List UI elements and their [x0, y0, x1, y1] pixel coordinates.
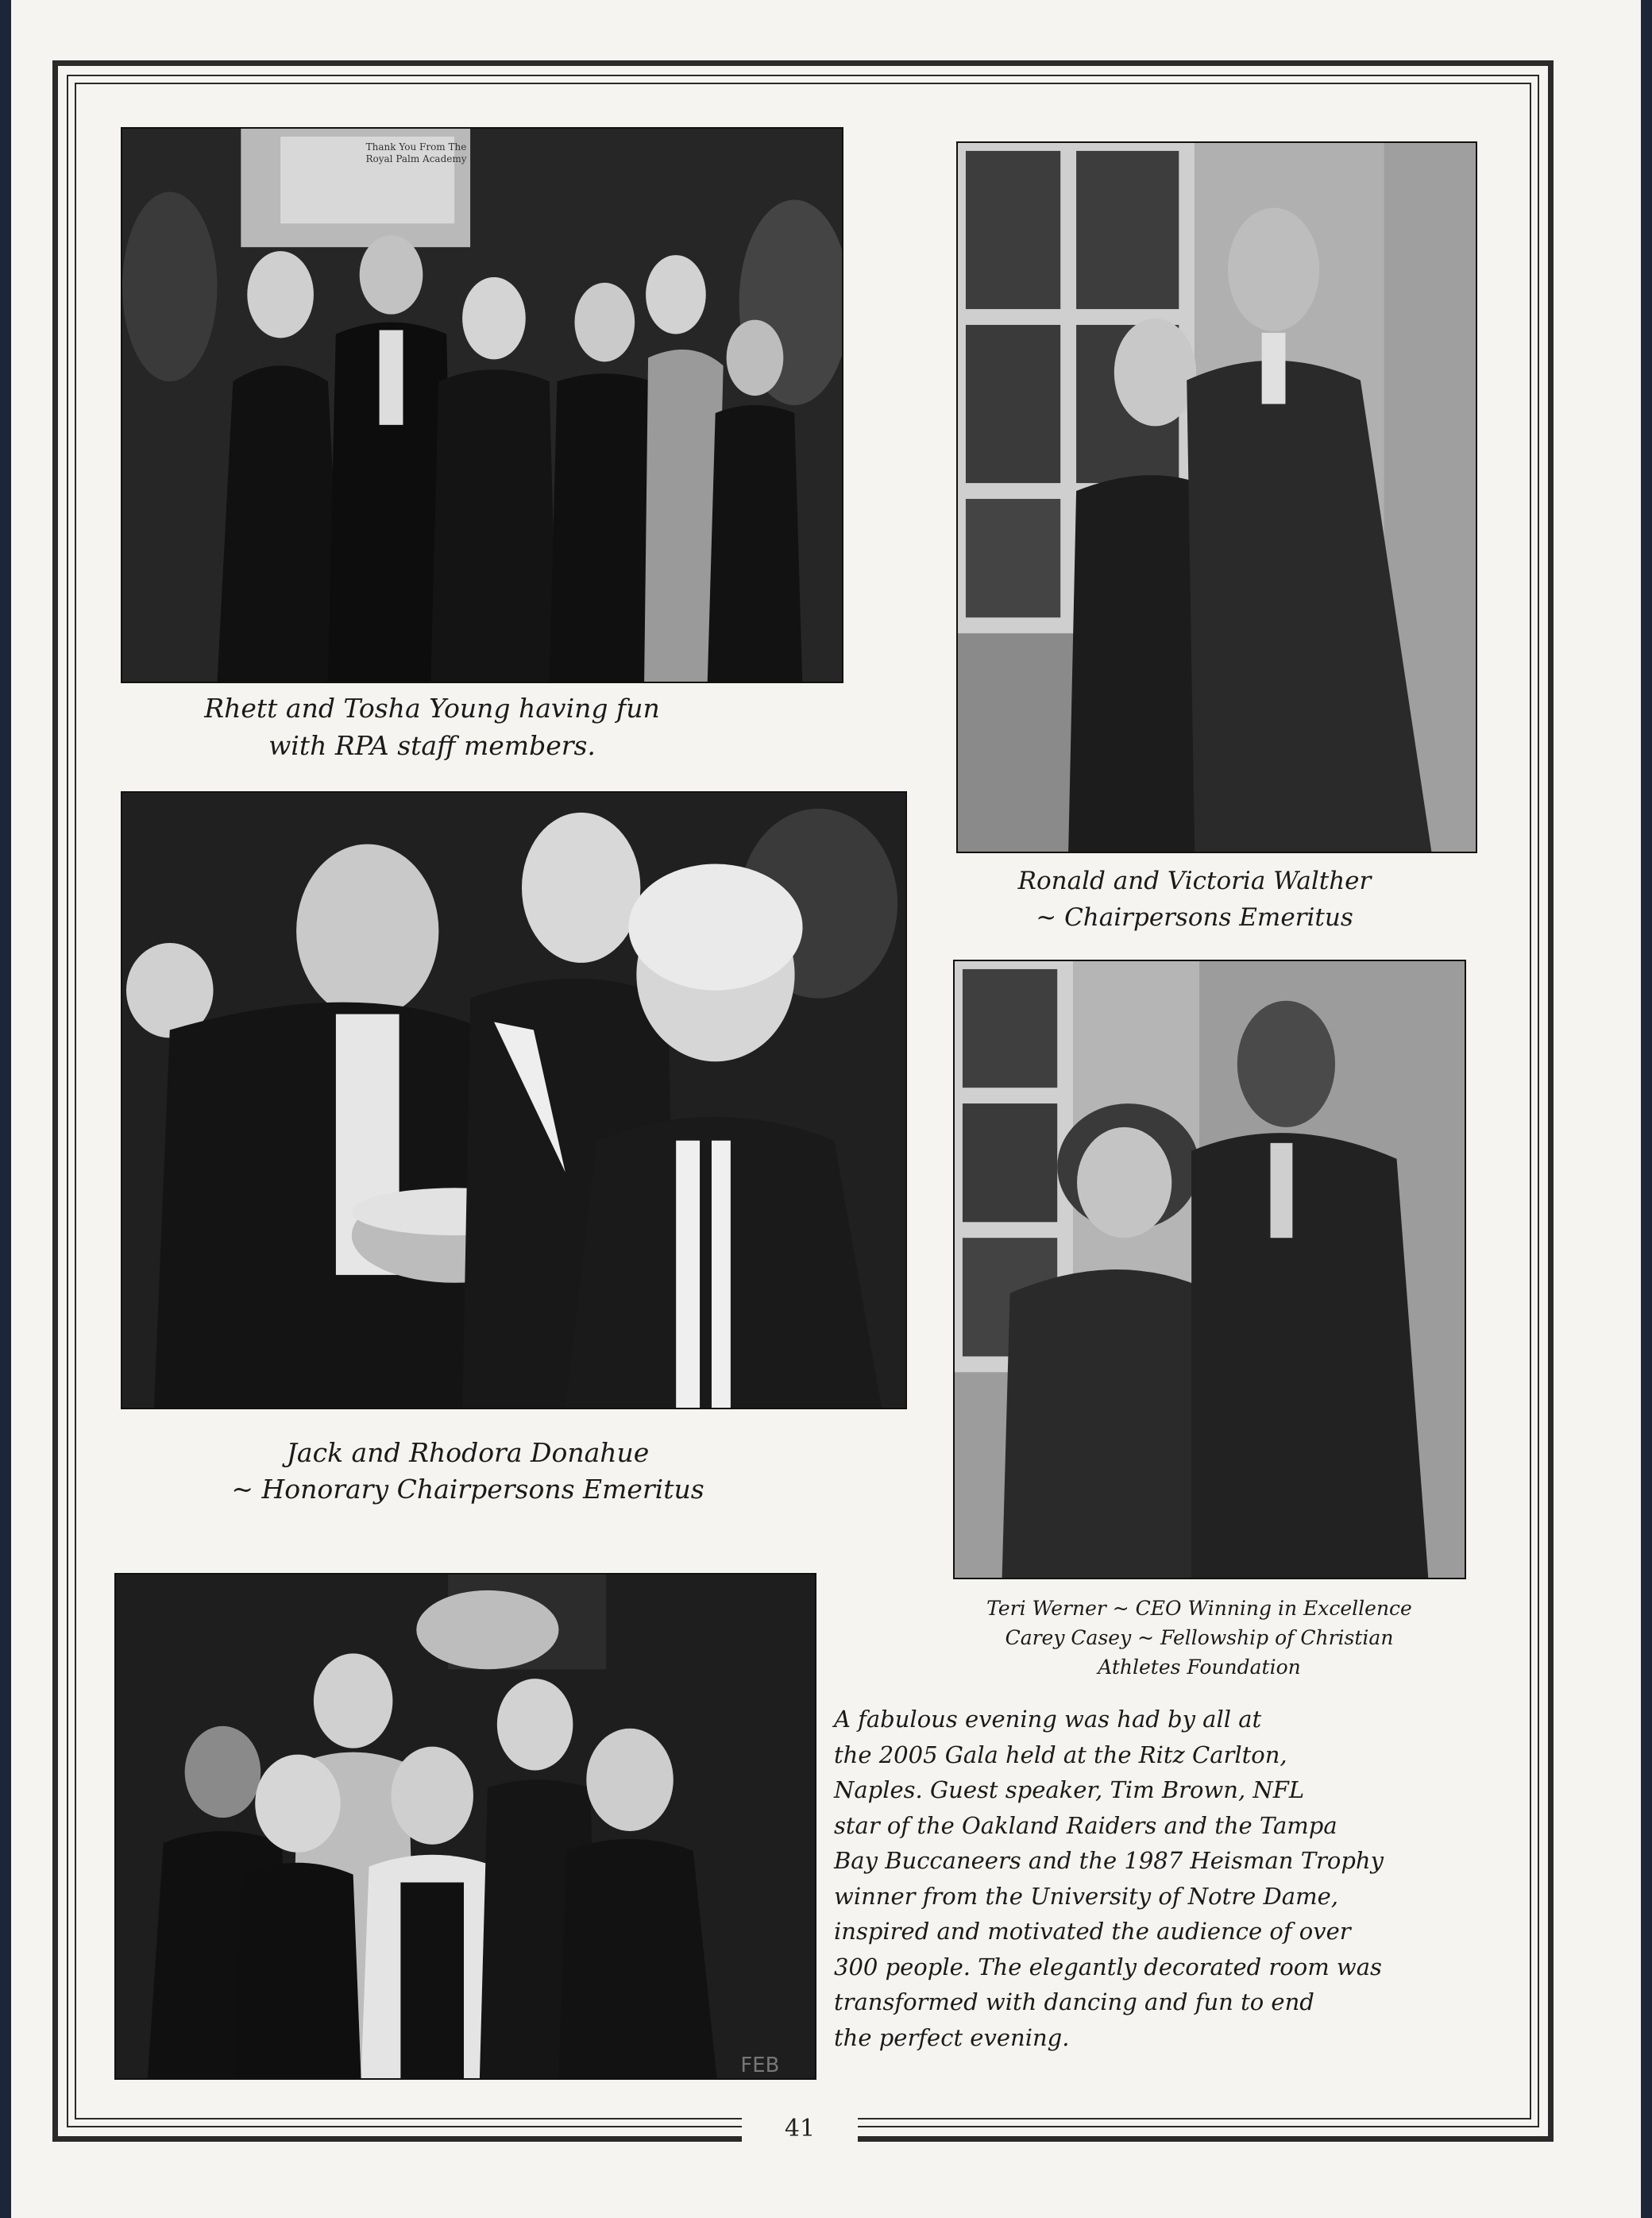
paragraph-line: inspired and motivated the audience of over: [834, 1918, 1351, 1945]
photo-werner-casey: [953, 960, 1466, 1579]
caption-line: Jack and Rhodora Donahue: [286, 1437, 650, 1468]
caption-line: Carey Casey ~ Fellowship of Christian: [1005, 1626, 1394, 1649]
paragraph-line: winner from the University of Notre Dame,: [834, 1882, 1338, 1910]
caption-line: Teri Werner ~ CEO Winning in Excellence: [986, 1597, 1412, 1620]
caption-line: Athletes Foundation: [1098, 1656, 1301, 1679]
photo-stamp: FEB: [740, 2054, 780, 2078]
paragraph-line: star of the Oakland Raiders and the Tampa: [834, 1811, 1337, 1839]
photo-donahue: [121, 791, 907, 1409]
page-number: 41: [742, 2097, 858, 2161]
caption-line: with RPA staff members.: [268, 730, 596, 761]
caption-werner-casey: [937, 1594, 1461, 1682]
caption-line: ~ Chairpersons Emeritus: [1036, 903, 1353, 932]
caption-donahue: [154, 1435, 782, 1508]
photo-rpa-staff: [121, 127, 843, 683]
photo-group-women: [114, 1573, 816, 2080]
caption-line: ~ Honorary Chairpersons Emeritus: [231, 1474, 704, 1505]
paragraph-line: Bay Buccaneers and the 1987 Heisman Trophy: [834, 1847, 1384, 1874]
paragraph-line: the perfect evening.: [834, 2023, 1070, 2051]
yearbook-page: [11, 0, 1641, 2218]
caption-line: Rhett and Tosha Young having fun: [204, 693, 660, 724]
caption-rpa-staff: [130, 690, 734, 764]
thank-you-sign: Thank You From The Royal Palm Academy: [365, 141, 467, 164]
paragraph-line: the 2005 Gala held at the Ritz Carlton,: [834, 1741, 1287, 1768]
gala-description: [834, 1702, 1525, 2055]
caption-walther: [964, 863, 1425, 936]
caption-line: Ronald and Victoria Walther: [1017, 867, 1372, 895]
paragraph-line: Naples. Guest speaker, Tim Brown, NFL: [834, 1776, 1305, 1803]
photo-walther: [956, 141, 1477, 853]
paragraph-line: 300 people. The elegantly decorated room was: [834, 1953, 1382, 1980]
paragraph-line: transformed with dancing and fun to end: [834, 1988, 1314, 2015]
paragraph-line: A fabulous evening was had by all at: [834, 1706, 1262, 1733]
